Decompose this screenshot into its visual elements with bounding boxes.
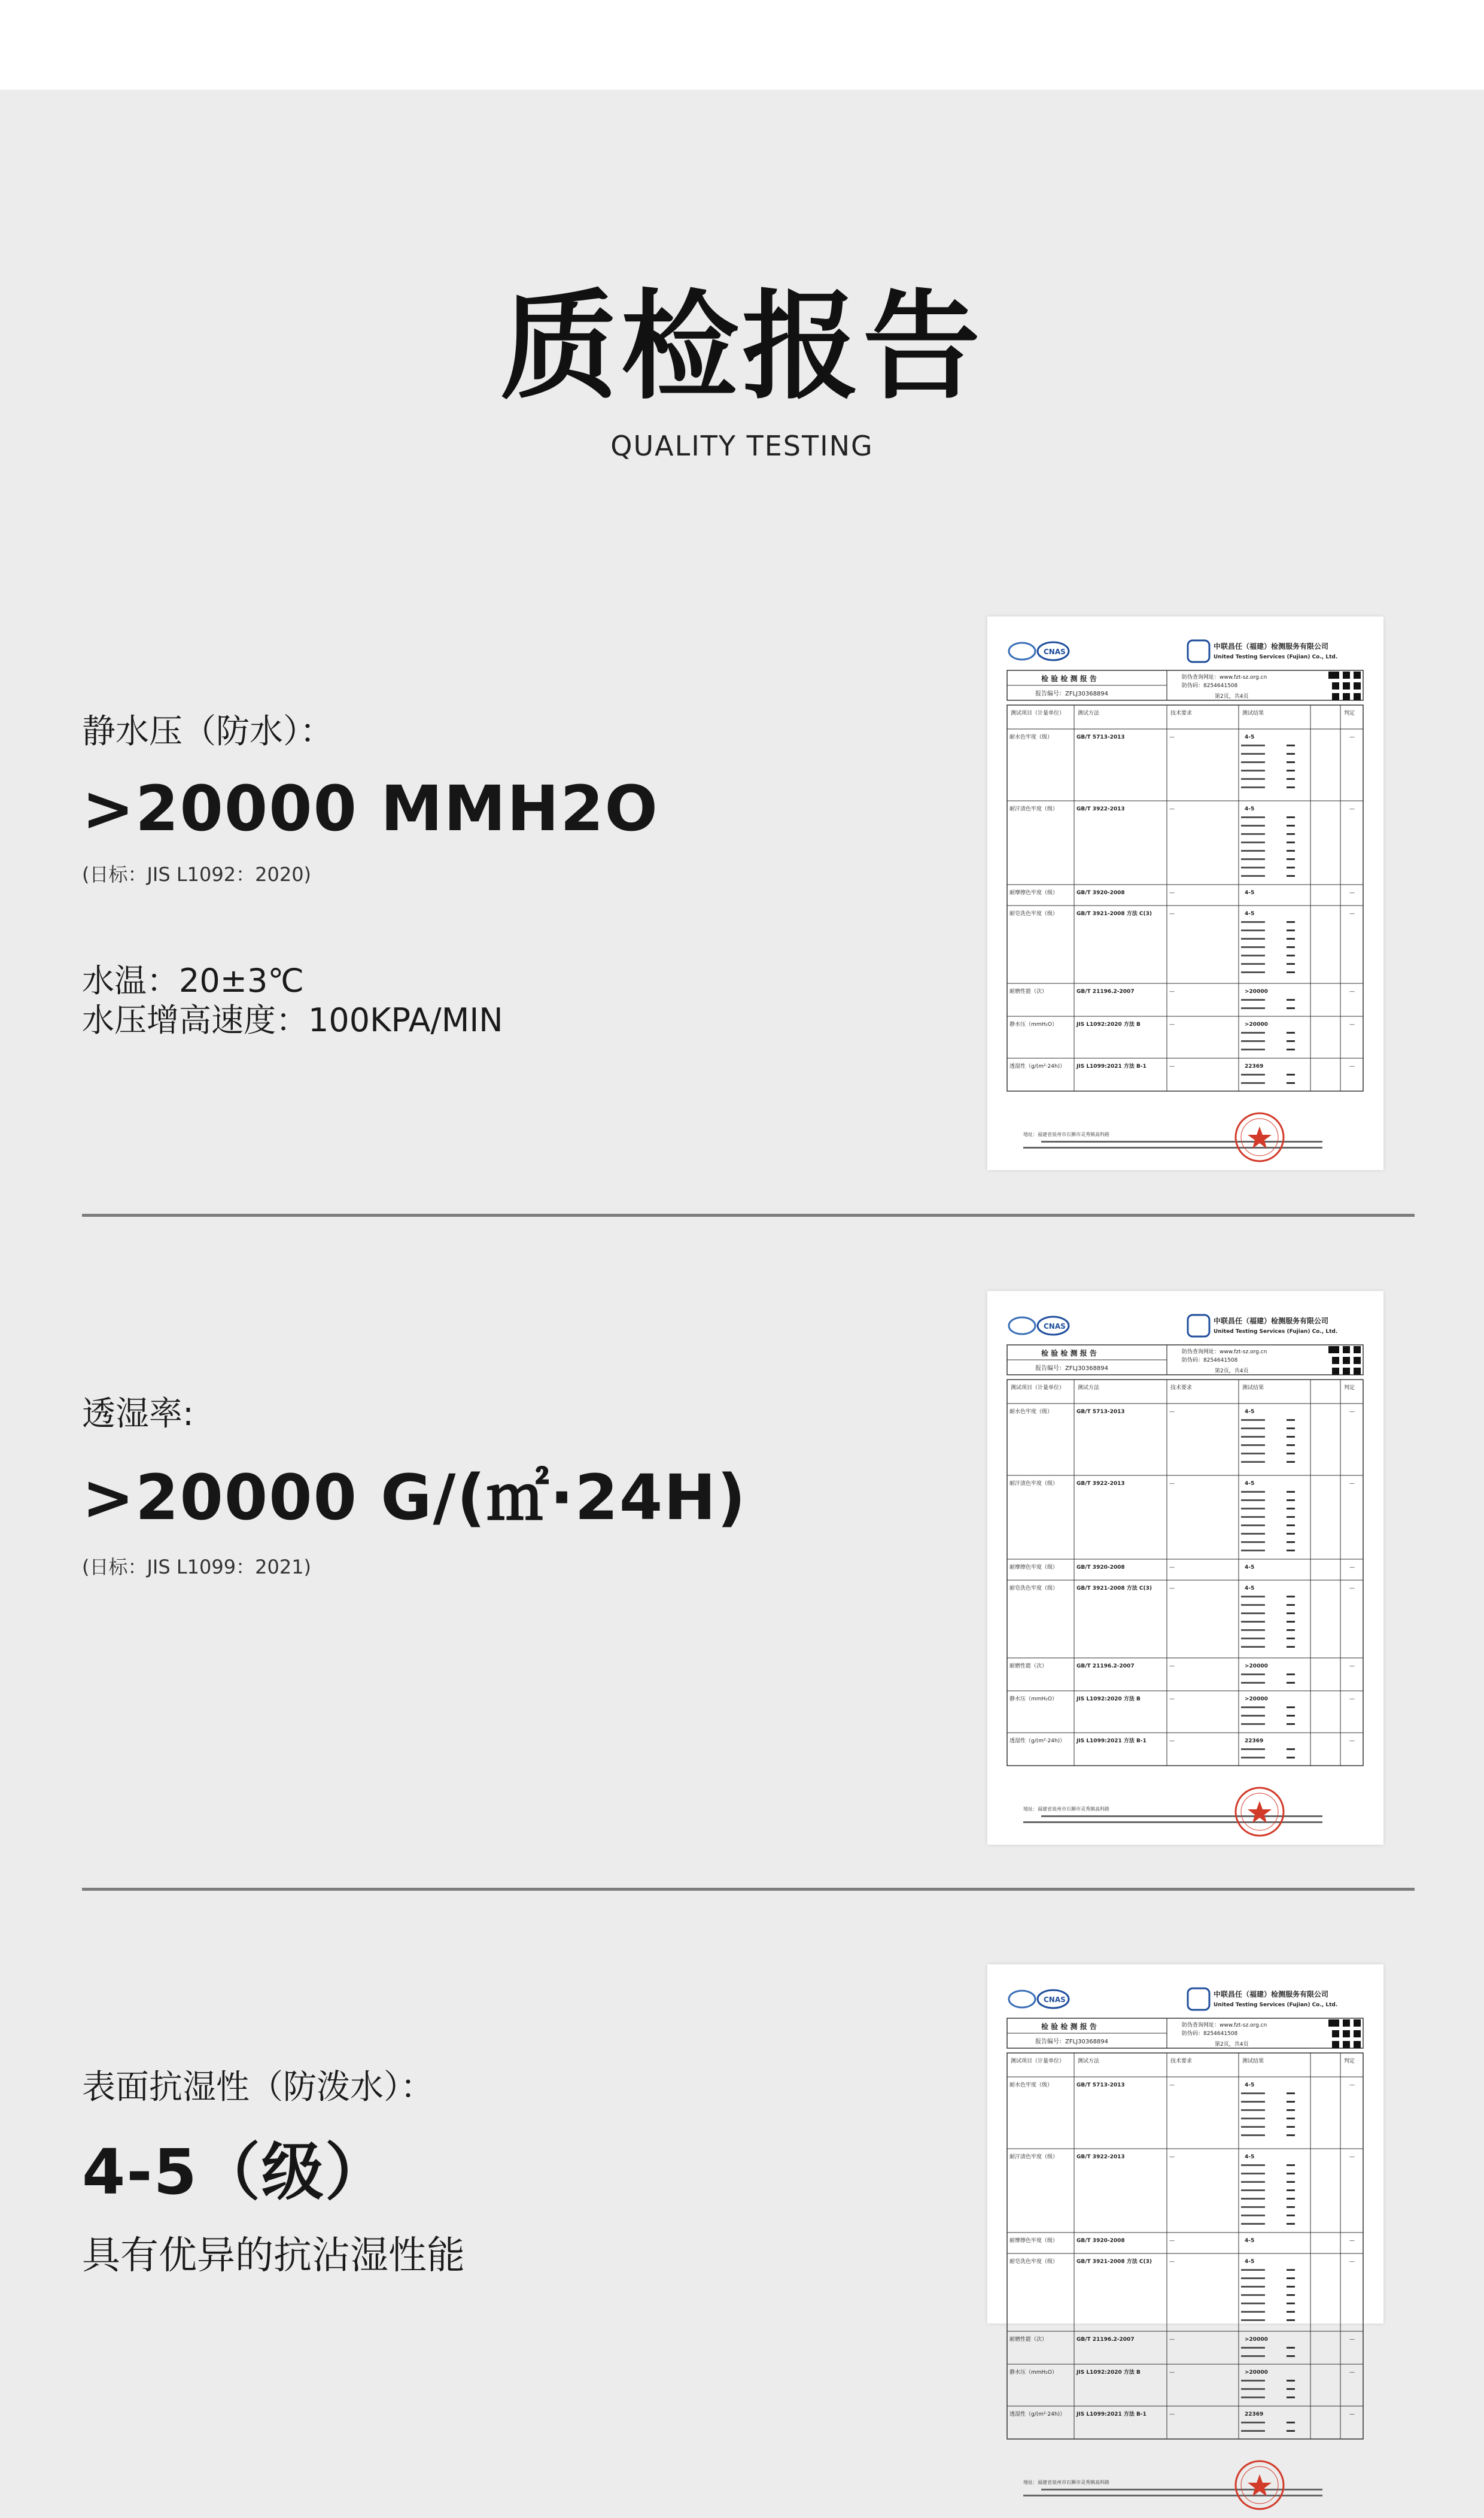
- svg-text:—: —: [1349, 2238, 1355, 2244]
- svg-text:报告编号：ZFLJ30368894: 报告编号：ZFLJ30368894: [1035, 2039, 1109, 2045]
- svg-text:测试方法: 测试方法: [1078, 710, 1100, 716]
- svg-text:4-5: 4-5: [1245, 1565, 1255, 1571]
- svg-text:—: —: [1349, 2259, 1355, 2265]
- svg-text:—: —: [1169, 2082, 1175, 2088]
- water-repellency-note: 具有优异的抗沾湿性能: [82, 2234, 465, 2278]
- svg-text:耐水色牢度（级）: 耐水色牢度（级）: [1009, 2082, 1053, 2088]
- svg-text:第2页，共4页: 第2页，共4页: [1215, 694, 1249, 700]
- hydrostatic-label: 静水压（防水）：: [82, 712, 333, 751]
- svg-text:United Testing Services (Fujia: United Testing Services (Fujian) Co., Ltd.: [1214, 1329, 1338, 1335]
- svg-text:GB/T 21196.2-2007: GB/T 21196.2-2007: [1076, 989, 1135, 995]
- svg-text:—: —: [1349, 734, 1355, 740]
- svg-text:—: —: [1169, 1022, 1175, 1028]
- svg-text:测试项目（计量单位）: 测试项目（计量单位）: [1011, 2058, 1065, 2064]
- svg-text:—: —: [1169, 1738, 1175, 1744]
- svg-text:>20000: >20000: [1245, 2370, 1268, 2376]
- qr-code-icon: [1328, 1346, 1361, 1375]
- svg-text:地址：福建省泉州市石狮市灵秀镇高科路: 地址：福建省泉州市石狮市灵秀镇高科路: [1023, 2480, 1109, 2485]
- svg-text:—: —: [1349, 2154, 1355, 2160]
- svg-text:测试项目（计量单位）: 测试项目（计量单位）: [1011, 1385, 1065, 1391]
- svg-text:—: —: [1349, 1481, 1355, 1487]
- water-temp-note: 水温：20±3℃: [82, 962, 304, 1000]
- svg-text:测试项目（计量单位）: 测试项目（计量单位）: [1011, 710, 1065, 716]
- svg-text:GB/T 3922-2013: GB/T 3922-2013: [1076, 806, 1125, 812]
- svg-text:第2页，共4页: 第2页，共4页: [1215, 1368, 1249, 1374]
- svg-text:JIS L1092:2020 方法 B: JIS L1092:2020 方法 B: [1076, 1696, 1141, 1702]
- svg-text:—: —: [1169, 890, 1175, 896]
- svg-text:耐摩擦色牢度（级）: 耐摩擦色牢度（级）: [1009, 2238, 1059, 2244]
- top-white-bar: [0, 0, 1484, 90]
- svg-text:—: —: [1169, 1696, 1175, 1702]
- breathability-value: >20000 G/(㎡·24H): [82, 1461, 747, 1534]
- svg-text:耐皂洗色牢度（级）: 耐皂洗色牢度（级）: [1009, 911, 1059, 917]
- svg-text:测试结果: 测试结果: [1242, 2058, 1264, 2064]
- svg-text:>20000: >20000: [1245, 2337, 1268, 2343]
- svg-text:>20000: >20000: [1245, 989, 1268, 995]
- breathability-label: 透湿率:: [82, 1395, 194, 1433]
- svg-text:第2页，共4页: 第2页，共4页: [1215, 2042, 1249, 2048]
- svg-text:GB/T 3920-2008: GB/T 3920-2008: [1076, 2238, 1125, 2244]
- svg-text:耐汗渍色牢度（级）: 耐汗渍色牢度（级）: [1009, 1481, 1059, 1487]
- svg-text:中联昌任（福建）检测服务有限公司: 中联昌任（福建）检测服务有限公司: [1214, 642, 1329, 651]
- svg-text:—: —: [1349, 2082, 1355, 2088]
- svg-text:4-5: 4-5: [1245, 1585, 1255, 1591]
- svg-text:JIS L1099:2021 方法 B-1: JIS L1099:2021 方法 B-1: [1076, 2411, 1147, 2417]
- svg-text:—: —: [1169, 2259, 1175, 2265]
- svg-text:—: —: [1169, 2370, 1175, 2376]
- svg-text:耐皂洗色牢度（级）: 耐皂洗色牢度（级）: [1009, 1585, 1059, 1591]
- svg-text:防伪码：8254641508: 防伪码：8254641508: [1182, 2031, 1238, 2037]
- svg-text:测试结果: 测试结果: [1242, 710, 1264, 716]
- svg-text:—: —: [1349, 911, 1355, 917]
- svg-text:耐磨性能（次）: 耐磨性能（次）: [1009, 2337, 1048, 2343]
- svg-text:—: —: [1349, 1585, 1355, 1591]
- official-stamp-icon: [1236, 1788, 1284, 1836]
- svg-text:4-5: 4-5: [1245, 2154, 1255, 2160]
- svg-text:GB/T 3921-2008 方法 C(3): GB/T 3921-2008 方法 C(3): [1076, 1585, 1152, 1591]
- svg-text:技术要求: 技术要求: [1170, 1385, 1193, 1391]
- svg-text:—: —: [1169, 2411, 1175, 2417]
- svg-text:防伪码：8254641508: 防伪码：8254641508: [1182, 683, 1238, 689]
- svg-text:—: —: [1349, 1738, 1355, 1744]
- svg-text:—: —: [1349, 1696, 1355, 1702]
- svg-text:耐摩擦色牢度（级）: 耐摩擦色牢度（级）: [1009, 1565, 1059, 1571]
- svg-text:地址：福建省泉州市石狮市灵秀镇高科路: 地址：福建省泉州市石狮市灵秀镇高科路: [1023, 1806, 1109, 1812]
- svg-text:>20000: >20000: [1245, 1696, 1268, 1702]
- svg-text:>20000: >20000: [1245, 1663, 1268, 1669]
- hydrostatic-value: >20000 MMH2O: [82, 772, 659, 845]
- svg-text:中联昌任（福建）检测服务有限公司: 中联昌任（福建）检测服务有限公司: [1214, 1990, 1329, 1998]
- svg-text:检 验 检 测 报 告: 检 验 检 测 报 告: [1041, 1349, 1097, 1357]
- svg-text:判定: 判定: [1344, 1385, 1355, 1391]
- section-divider: [82, 1888, 1415, 1891]
- svg-text:耐水色牢度（级）: 耐水色牢度（级）: [1009, 1409, 1053, 1415]
- report-thumbnail-2: [987, 1291, 1383, 1845]
- svg-text:—: —: [1349, 1663, 1355, 1669]
- svg-text:技术要求: 技术要求: [1170, 710, 1193, 716]
- svg-text:测试方法: 测试方法: [1078, 1385, 1100, 1391]
- water-repellency-value: 4-5（级）: [82, 2136, 388, 2209]
- svg-text:4-5: 4-5: [1245, 2259, 1255, 2265]
- pressure-rate-note: 水压增高速度：100KPA/MIN: [82, 1001, 503, 1039]
- report-thumbnail-1: [987, 616, 1383, 1170]
- svg-text:—: —: [1169, 1663, 1175, 1669]
- official-stamp-icon: [1236, 1113, 1284, 1161]
- svg-text:—: —: [1349, 890, 1355, 896]
- svg-text:—: —: [1349, 1022, 1355, 1028]
- svg-text:—: —: [1349, 2337, 1355, 2343]
- svg-text:—: —: [1169, 1064, 1175, 1070]
- svg-text:GB/T 5713-2013: GB/T 5713-2013: [1076, 2082, 1125, 2088]
- svg-text:防伪查询网址：www.fzt-sz.org.cn: 防伪查询网址：www.fzt-sz.org.cn: [1182, 1349, 1267, 1355]
- svg-text:防伪码：8254641508: 防伪码：8254641508: [1182, 1357, 1238, 1363]
- svg-text:测试方法: 测试方法: [1078, 2058, 1100, 2064]
- svg-text:透湿性（g/(m²·24h)）: 透湿性（g/(m²·24h)）: [1009, 1064, 1066, 1070]
- svg-text:耐磨性能（次）: 耐磨性能（次）: [1009, 989, 1048, 995]
- svg-text:>20000: >20000: [1245, 1022, 1268, 1028]
- svg-text:—: —: [1169, 1481, 1175, 1487]
- svg-text:22369: 22369: [1245, 1738, 1264, 1744]
- svg-text:耐汗渍色牢度（级）: 耐汗渍色牢度（级）: [1009, 2154, 1059, 2160]
- svg-text:GB/T 3920-2008: GB/T 3920-2008: [1076, 890, 1125, 896]
- breathability-standard: (日标：JIS L1099：2021): [82, 1556, 312, 1578]
- svg-text:—: —: [1169, 2238, 1175, 2244]
- svg-text:—: —: [1349, 989, 1355, 995]
- svg-text:22369: 22369: [1245, 1064, 1264, 1070]
- svg-text:检 验 检 测 报 告: 检 验 检 测 报 告: [1041, 2022, 1097, 2031]
- svg-text:—: —: [1169, 806, 1175, 812]
- svg-text:耐水色牢度（级）: 耐水色牢度（级）: [1009, 734, 1053, 740]
- svg-text:地址：福建省泉州市石狮市灵秀镇高科路: 地址：福建省泉州市石狮市灵秀镇高科路: [1023, 1132, 1109, 1137]
- svg-text:JIS L1099:2021 方法 B-1: JIS L1099:2021 方法 B-1: [1076, 1738, 1147, 1744]
- svg-text:判定: 判定: [1344, 710, 1355, 716]
- svg-text:技术要求: 技术要求: [1170, 2058, 1193, 2064]
- svg-text:测试结果: 测试结果: [1242, 1385, 1264, 1391]
- report-thumbnail-3: [987, 1964, 1383, 2485]
- svg-text:4-5: 4-5: [1245, 911, 1255, 917]
- ilac-logo-icon: [1009, 1991, 1035, 2007]
- ilac-logo-icon: [1009, 643, 1035, 660]
- svg-text:防伪查询网址：www.fzt-sz.org.cn: 防伪查询网址：www.fzt-sz.org.cn: [1182, 2022, 1267, 2028]
- svg-text:GB/T 3920-2008: GB/T 3920-2008: [1076, 1565, 1125, 1571]
- svg-text:GB/T 21196.2-2007: GB/T 21196.2-2007: [1076, 1663, 1135, 1669]
- svg-text:防伪查询网址：www.fzt-sz.org.cn: 防伪查询网址：www.fzt-sz.org.cn: [1182, 675, 1267, 681]
- svg-text:JIS L1099:2021 方法 B-1: JIS L1099:2021 方法 B-1: [1076, 1064, 1147, 1070]
- svg-text:22369: 22369: [1245, 2411, 1264, 2417]
- qr-code-icon: [1328, 672, 1361, 700]
- svg-text:中联昌任（福建）检测服务有限公司: 中联昌任（福建）检测服务有限公司: [1214, 1317, 1329, 1325]
- svg-text:—: —: [1349, 2370, 1355, 2376]
- ilac-logo-icon: [1009, 1317, 1035, 1334]
- svg-text:GB/T 21196.2-2007: GB/T 21196.2-2007: [1076, 2337, 1135, 2343]
- svg-text:4-5: 4-5: [1245, 1409, 1255, 1415]
- svg-text:耐汗渍色牢度（级）: 耐汗渍色牢度（级）: [1009, 806, 1059, 812]
- svg-text:United Testing Services (Fujia: United Testing Services (Fujian) Co., Ltd.: [1214, 2002, 1338, 2008]
- svg-text:4-5: 4-5: [1245, 806, 1255, 812]
- hydrostatic-standard: (日标：JIS L1092：2020): [82, 863, 312, 886]
- water-repellency-label: 表面抗湿性（防泼水）：: [82, 2068, 434, 2107]
- svg-text:报告编号：ZFLJ30368894: 报告编号：ZFLJ30368894: [1035, 1365, 1109, 1372]
- section-divider: [82, 1214, 1415, 1217]
- svg-text:—: —: [1169, 1409, 1175, 1415]
- svg-text:判定: 判定: [1344, 2058, 1355, 2064]
- svg-text:CNAS: CNAS: [1044, 1995, 1066, 2004]
- svg-text:耐摩擦色牢度（级）: 耐摩擦色牢度（级）: [1009, 890, 1059, 896]
- svg-text:—: —: [1169, 2154, 1175, 2160]
- svg-text:透湿性（g/(m²·24h)）: 透湿性（g/(m²·24h)）: [1009, 1738, 1066, 1744]
- svg-text:静水压（mmH₂O）: 静水压（mmH₂O）: [1009, 1022, 1057, 1028]
- svg-text:4-5: 4-5: [1245, 734, 1255, 740]
- official-stamp-icon: [1236, 2461, 1284, 2509]
- svg-text:检 验 检 测 报 告: 检 验 检 测 报 告: [1041, 675, 1097, 683]
- svg-text:JIS L1092:2020 方法 B: JIS L1092:2020 方法 B: [1076, 1022, 1141, 1028]
- svg-text:—: —: [1169, 1585, 1175, 1591]
- svg-text:透湿性（g/(m²·24h)）: 透湿性（g/(m²·24h)）: [1009, 2411, 1066, 2417]
- page-subtitle: QUALITY TESTING: [610, 430, 874, 462]
- svg-text:—: —: [1349, 2411, 1355, 2417]
- company-logo-icon: [1188, 640, 1209, 662]
- svg-text:GB/T 5713-2013: GB/T 5713-2013: [1076, 1409, 1125, 1415]
- svg-text:—: —: [1169, 911, 1175, 917]
- svg-text:JIS L1092:2020 方法 B: JIS L1092:2020 方法 B: [1076, 2370, 1141, 2376]
- svg-text:—: —: [1349, 806, 1355, 812]
- svg-text:GB/T 3921-2008 方法 C(3): GB/T 3921-2008 方法 C(3): [1076, 911, 1152, 917]
- qr-code-icon: [1328, 2019, 1361, 2048]
- svg-text:CNAS: CNAS: [1044, 648, 1066, 656]
- svg-text:—: —: [1169, 2337, 1175, 2343]
- company-logo-icon: [1188, 1988, 1209, 2010]
- svg-text:—: —: [1169, 989, 1175, 995]
- company-logo-icon: [1188, 1315, 1209, 1337]
- svg-text:耐皂洗色牢度（级）: 耐皂洗色牢度（级）: [1009, 2259, 1059, 2265]
- svg-text:—: —: [1169, 734, 1175, 740]
- svg-text:—: —: [1349, 1409, 1355, 1415]
- svg-text:GB/T 3921-2008 方法 C(3): GB/T 3921-2008 方法 C(3): [1076, 2259, 1152, 2265]
- svg-text:GB/T 3922-2013: GB/T 3922-2013: [1076, 1481, 1125, 1487]
- svg-text:静水压（mmH₂O）: 静水压（mmH₂O）: [1009, 1696, 1057, 1702]
- svg-text:4-5: 4-5: [1245, 1481, 1255, 1487]
- svg-text:4-5: 4-5: [1245, 890, 1255, 896]
- svg-text:静水压（mmH₂O）: 静水压（mmH₂O）: [1009, 2370, 1057, 2376]
- svg-text:4-5: 4-5: [1245, 2238, 1255, 2244]
- page-title: 质检报告: [500, 279, 984, 415]
- svg-text:—: —: [1169, 1565, 1175, 1571]
- svg-text:4-5: 4-5: [1245, 2082, 1255, 2088]
- svg-text:—: —: [1349, 1064, 1355, 1070]
- svg-text:GB/T 3922-2013: GB/T 3922-2013: [1076, 2154, 1125, 2160]
- svg-text:报告编号：ZFLJ30368894: 报告编号：ZFLJ30368894: [1035, 691, 1109, 697]
- svg-text:耐磨性能（次）: 耐磨性能（次）: [1009, 1663, 1048, 1669]
- svg-text:—: —: [1349, 1565, 1355, 1571]
- svg-text:GB/T 5713-2013: GB/T 5713-2013: [1076, 734, 1125, 740]
- svg-text:CNAS: CNAS: [1044, 1322, 1066, 1331]
- svg-text:United Testing Services (Fujia: United Testing Services (Fujian) Co., Ltd.: [1214, 654, 1338, 660]
